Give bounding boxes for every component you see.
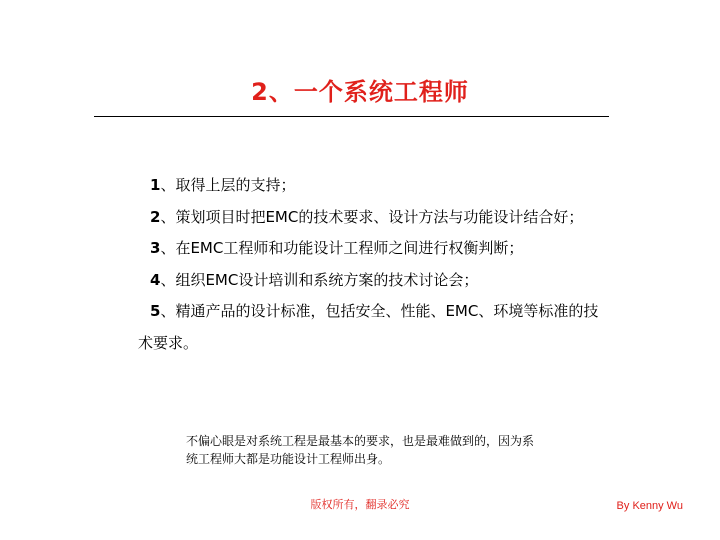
point-text: 、取得上层的支持； — [160, 176, 296, 194]
point-4 — [150, 265, 695, 297]
point-2 — [150, 202, 695, 234]
point-text-continuation: 术要求。 — [138, 333, 199, 352]
point-text: 、组织EMC设计培训和系统方案的技术讨论会； — [160, 270, 479, 289]
point-text: 、精通产品的设计标准，包括安全、性能、EMC、环境等标准的技 — [160, 302, 599, 320]
point-3 — [150, 233, 695, 265]
point-number: 2 — [150, 207, 161, 226]
point-5 — [138, 296, 695, 359]
point-text: 、策划项目时把EMC的技术要求、设计方法与功能设计结合好； — [160, 207, 584, 226]
point-number: 1 — [150, 176, 161, 194]
footnote-line-2: 统工程师大都是功能设计工程师出身。 — [186, 452, 391, 466]
point-number: 5 — [150, 302, 161, 320]
copyright-notice: 版权所有，翻录必究 — [310, 498, 410, 511]
point-number: 4 — [150, 270, 161, 289]
point-number: 3 — [150, 239, 161, 257]
title-divider — [94, 116, 609, 117]
footnote-line-1: 不偏心眼是对系统工程是最基本的要求，也是最难做到的，因为系 — [186, 434, 535, 448]
footnote — [186, 432, 606, 468]
point-1 — [150, 170, 695, 202]
author-credit: By Kenny Wu — [616, 500, 683, 512]
key-points-list — [138, 170, 695, 359]
point-text: 、在EMC工程师和功能设计工程师之间进行权衡判断； — [160, 239, 524, 257]
slide-title: 2、一个系统工程师 — [251, 78, 469, 106]
